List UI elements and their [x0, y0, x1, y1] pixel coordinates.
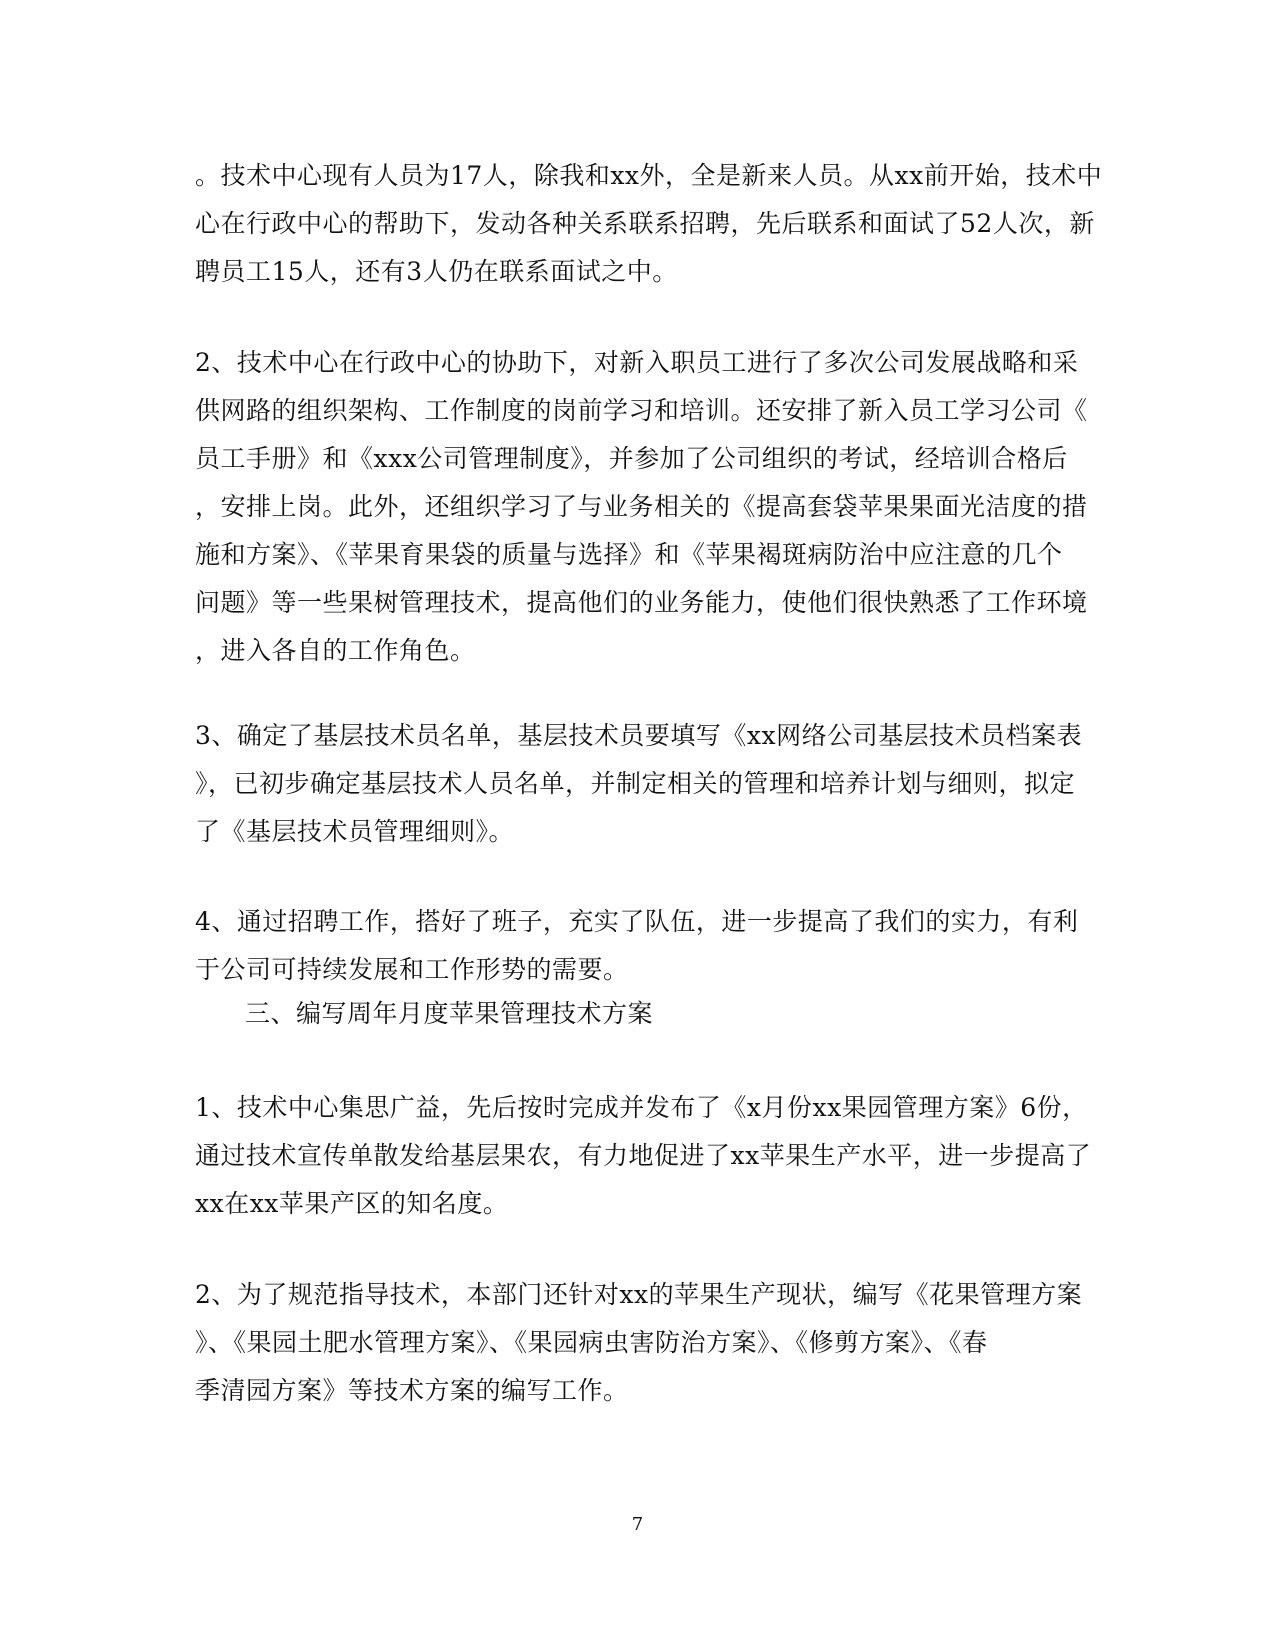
paragraph-training: [195, 339, 1088, 675]
text-line: 供网路的组织架构、工作制度的岗前学习和培训。还安排了新入员工学习公司《: [195, 396, 1088, 425]
text-line: 问题》等一些果树管理技术，提高他们的业务能力，使他们很快熟悉了工作环境: [195, 588, 1088, 617]
text-line: 季清园方案》等技术方案的编写工作。: [195, 1376, 629, 1405]
text-line: 于公司可持续发展和工作形势的需要。: [195, 955, 629, 984]
paragraph-technical-plans: [195, 1271, 1083, 1415]
text-line: 聘员工15人，还有3人仍在联系面试之中。: [195, 257, 678, 286]
text-line: xx在xx苹果产区的知名度。: [195, 1189, 509, 1218]
page-number: 7: [631, 1514, 644, 1535]
text-line: 1、技术中心集思广益，先后按时完成并发布了《x月份xx果园管理方案》6份，: [195, 1093, 1088, 1122]
text-line: 心在行政中心的帮助下，发动各种关系联系招聘，先后联系和面试了52人次，新: [195, 209, 1095, 238]
text-line: 2、技术中心在行政中心的协助下，对新入职员工进行了多次公司发展战略和采: [195, 348, 1079, 377]
text-line: ，安排上岗。此外，还组织学习了与业务相关的《提高套袋苹果果面光洁度的措: [195, 492, 1088, 521]
section-heading: 三、编写周年月度苹果管理技术方案: [245, 999, 654, 1028]
paragraph-technician-list: [195, 712, 1083, 856]
paragraph-recruitment-summary: [195, 152, 1103, 296]
text-line: ，进入各自的工作角色。: [195, 636, 476, 665]
text-line: 施和方案》、《苹果育果袋的质量与选择》和《苹果褐斑病防治中应注意的几个: [195, 540, 1063, 569]
text-line: 了《基层技术员管理细则》。: [195, 817, 515, 846]
text-line: 。技术中心现有人员为17人，除我和xx外，全是新来人员。从xx前开始，技术中: [195, 161, 1103, 190]
paragraph-monthly-plans: [195, 1084, 1092, 1228]
text-line: 员工手册》和《xxx公司管理制度》，并参加了公司组织的考试，经培训合格后: [195, 444, 1068, 473]
paragraph-team-building: [195, 898, 1079, 994]
text-line: 通过技术宣传单散发给基层果农，有力地促进了xx苹果生产水平，进一步提高了: [195, 1141, 1092, 1170]
text-line: 3、确定了基层技术员名单，基层技术员要填写《xx网络公司基层技术员档案表: [195, 721, 1083, 750]
text-line: 2、为了规范指导技术，本部门还针对xx的苹果生产现状，编写《花果管理方案: [195, 1280, 1083, 1309]
text-line: 》、《果园土肥水管理方案》、《果园病虫害防治方案》、《修剪方案》、《春: [195, 1328, 988, 1357]
text-line: 4、通过招聘工作，搭好了班子，充实了队伍，进一步提高了我们的实力，有利: [195, 907, 1079, 936]
text-line: 》，已初步确定基层技术人员名单，并制定相关的管理和培养计划与细则，拟定: [195, 769, 1076, 798]
